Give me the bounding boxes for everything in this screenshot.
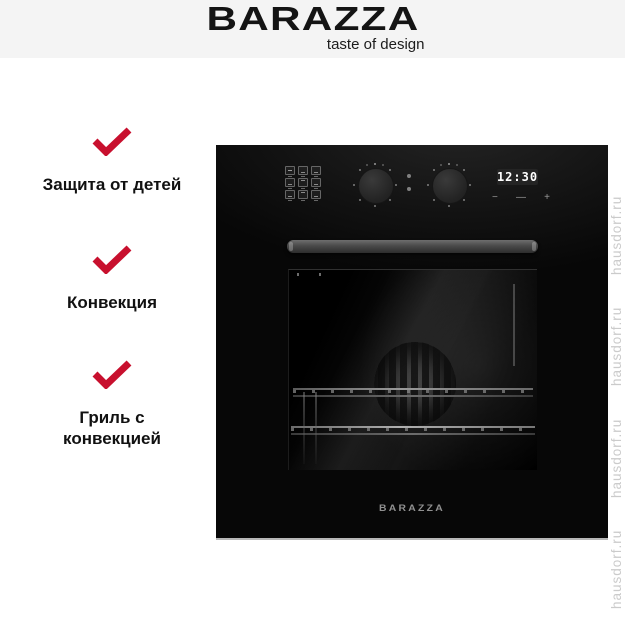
oven-mode-icon — [298, 178, 308, 187]
checkmark-icon — [90, 244, 134, 274]
indicator-light — [407, 187, 411, 191]
oven-door-window — [288, 269, 537, 470]
screw-detail — [319, 273, 321, 276]
oven-mode-icon — [311, 190, 321, 199]
clock-display — [497, 169, 538, 185]
oven-mode-icon — [311, 178, 321, 187]
convection-fan — [374, 342, 456, 426]
oven-mode-icon — [285, 190, 295, 199]
oven-mode-icon — [285, 178, 295, 187]
feature-item-convection — [28, 244, 196, 313]
function-knob — [352, 162, 398, 208]
oven-mode-icon — [298, 166, 308, 175]
watermark-text: hausdorf.ru — [609, 195, 624, 276]
checkmark-icon — [90, 359, 134, 389]
clock-buttons — [492, 192, 550, 204]
oven-mode-icon-grid — [285, 166, 325, 199]
rack-rail — [315, 392, 317, 464]
oven-handle — [287, 240, 538, 253]
temperature-knob — [426, 162, 472, 208]
brand-header — [0, 0, 625, 58]
glass-reflection-line — [513, 284, 515, 366]
minus-icon: − — [492, 192, 498, 203]
brand-logo: BARAZZA — [205, 0, 420, 37]
brand-tagline: taste of design — [326, 36, 425, 53]
plus-icon: + — [544, 192, 550, 203]
screw-detail — [297, 273, 299, 276]
feature-label: Конвекция — [66, 293, 158, 312]
feature-item-grill-convection — [28, 359, 196, 449]
oven-mode-icon — [311, 166, 321, 175]
feature-label: Защита от детей — [42, 175, 182, 194]
watermark-text: hausdorf.ru — [609, 307, 624, 387]
feature-item-child-lock — [28, 126, 196, 195]
clock-time: 12:30 — [496, 170, 539, 184]
feature-label: Гриль с конвекцией — [63, 408, 161, 448]
oven-rack — [291, 426, 535, 435]
indicator-light — [407, 174, 411, 178]
oven-photo — [216, 145, 608, 540]
oven-mode-icon — [298, 190, 308, 199]
watermark — [609, 92, 624, 625]
watermark-text: hausdorf.ru — [609, 529, 624, 609]
oven-mode-icon — [285, 166, 295, 175]
oven-rack — [293, 388, 533, 397]
timer-key-icon: — — [516, 192, 526, 203]
checkmark-icon — [90, 126, 134, 156]
brand-logo-block — [193, 2, 433, 53]
watermark-text: hausdorf.ru — [609, 418, 624, 498]
door-brand-logo: BARAZZA — [378, 503, 446, 513]
rack-rail — [303, 392, 305, 464]
